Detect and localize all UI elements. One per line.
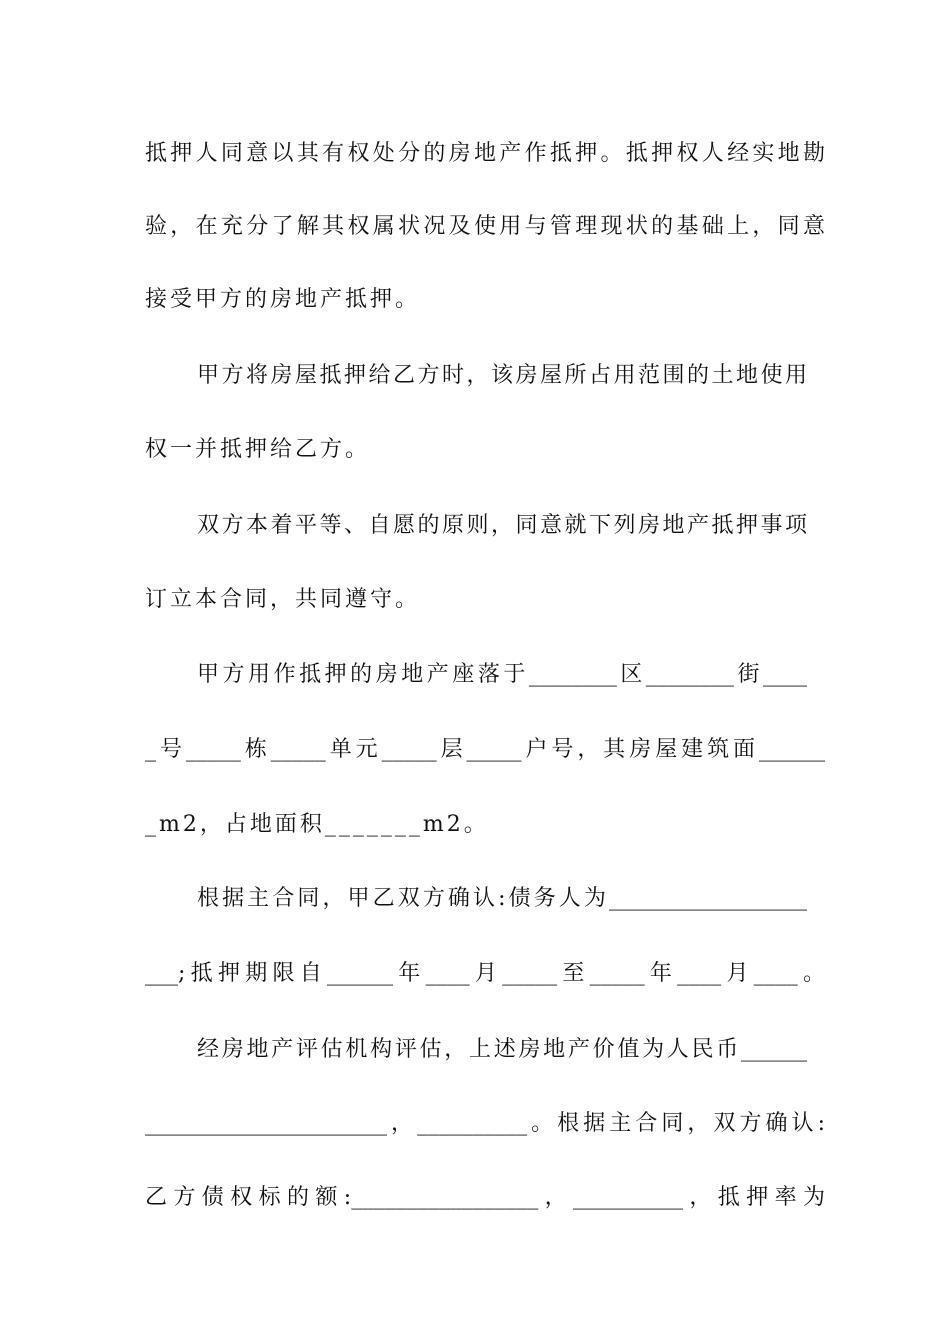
paragraph-4-line-3: _m2，占地面积_______m2。 (145, 812, 489, 837)
paragraph-1-line-2: 验，在充分了解其权属状况及使用与管理现状的基础上，同意 (145, 214, 825, 239)
paragraph-5-line-1: 根据主合同，甲乙双方确认:债务人为__________________ (197, 886, 807, 911)
paragraph-6-line-3: 乙方债权标的额:_________________，__________，抵押率为 (145, 1185, 825, 1210)
paragraph-4-line-1: 甲方用作抵押的房地产座落于________区________街____ (197, 662, 807, 687)
paragraph-6-line-2: ______________________，__________。根据主合同，双方确认: (145, 1111, 825, 1136)
paragraph-3-line-2: 订立本合同，共同遵守。 (145, 587, 421, 612)
paragraph-4-line-2: _号_____栋_____单元_____层_____户号，其房屋建筑面______ (145, 737, 825, 762)
paragraph-5-line-2: ___;抵押期限自______年____月_____至_____年____月____。 (145, 961, 825, 986)
paragraph-2-line-1: 甲方将房屋抵押给乙方时，该房屋所占用范围的土地使用 (197, 363, 807, 388)
paragraph-3-line-1: 双方本着平等、自愿的原则，同意就下列房地产抵押事项 (197, 513, 807, 538)
paragraph-6-line-1: 经房地产评估机构评估，上述房地产价值为人民币______ (197, 1037, 807, 1062)
paragraph-1-line-3: 接受甲方的房地产抵押。 (145, 287, 421, 312)
paragraph-2-line-2: 权一并抵押给乙方。 (145, 437, 371, 462)
paragraph-1-line-1: 抵押人同意以其有权处分的房地产作抵押。抵押权人经实地勘 (145, 141, 825, 166)
